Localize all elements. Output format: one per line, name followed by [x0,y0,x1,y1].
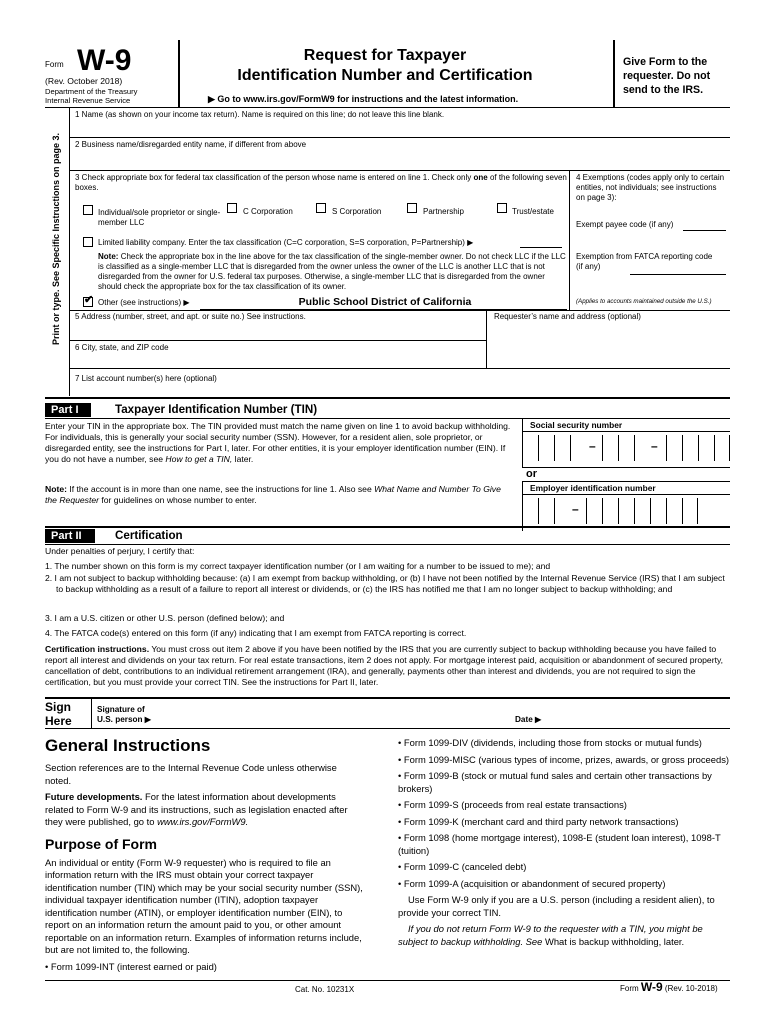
catalog-number: Cat. No. 10231X [295,985,355,994]
ssn-label: Social security number [530,420,623,430]
side-label: Print or type. See Specific Instructions on page 3. [51,132,61,345]
checkbox-partnership[interactable] [407,203,417,213]
title-line-2: Identification Number and Certification [237,67,533,84]
other-check-mark: ✔ [84,294,94,306]
fatca-input[interactable] [630,265,726,275]
fatca-label: Exemption from FATCA reporting code (if any) [576,252,713,271]
ssn-dash-1: – [589,439,596,453]
use-form-text: Use Form W-9 only if you are a U.S. person (including a resident alien), to provide your correct TIN. [398,894,715,918]
irs: Internal Revenue Service [45,96,131,105]
line7-input[interactable] [72,384,727,396]
bullet-1099-b: • Form 1099-B (stock or mutual fund sales and certain other transactions by brokers) [398,770,712,794]
give-form-note: Give Form to the requester. Do not send to the IRS. [623,56,711,96]
part2-tag: Part II [45,529,95,543]
label-partnership: Partnership [423,207,464,216]
backup-withholding-text: If you do not return Form W-9 to the requester with a TIN, you might be subject to backup withholding. See What is backup withholding, later. [398,923,703,947]
instructions-left [45,736,365,977]
line3-label: 3 Check appropriate box for federal tax classification of the person whose name is entered on line 1. Check only one of the following seven boxes. [75,173,567,192]
ssn-input[interactable] [522,432,730,466]
bullet-1098: • Form 1098 (home mortgage interest), 1098-E (student loan interest), 1098-T (tuition) [398,832,721,856]
requester-label: Requester’s name and address (optional) [494,312,641,321]
bullet-1099-div: • Form 1099-DIV (dividends, including those from stocks or mutual funds) [398,737,702,748]
ssn-dash-2: – [651,439,658,453]
cert-instructions: Certification instructions. You must cross out item 2 above if you have been notified by the IRS that you are currently subject to backup withholding because you have failed to report all interest and dividends on your tax return. For real estate transactions, item 2 does not apply. For mortgage interest paid, acquisition or abandonment of secured property, cancellation of debt, contributions to an individual retirement arrangement (IRA), and generally, payments other than interest and dividends, you are not required to sign the certification, but you must provide your correct TIN. See the instructions for Part II, later. [45,644,723,687]
form-word: Form [45,60,64,69]
part1-text: Enter your TIN in the appropriate box. The TIN provided must match the name given on line 1 to avoid backup withholding. For individuals, this is generally your social security number (SSN). However, for a resident alien, sole proprietor, or disregarded entity, see the instructions for Part I, later. For other entities, it is your employer identification number (EIN). If you do not have a number, see How to get a TIN, later. [45,421,511,464]
part2-title: Certification [115,529,183,542]
line1-input[interactable] [72,120,727,136]
revision-date: (Rev. October 2018) [45,76,123,86]
ein-input[interactable] [522,495,730,529]
cert-item-2: 2. I am not subject to backup withholding because: (a) I am exempt from backup withholding, or (b) I have not been notified by the Internal Revenue Service (IRS) that I am subject to backup withholding as a result of a failure to report all interest or dividends, or (c) the IRS has notified me that I am no longer subject to backup withholding; and [45,573,725,594]
general-instructions-title: General Instructions [45,736,211,755]
line2-label: 2 Business name/disregarded entity name, if different from above [75,140,307,149]
label-individual: Individual/sole proprietor or single-member LLC [98,208,221,227]
date-input[interactable] [550,712,728,726]
line5-label: 5 Address (number, street, and apt. or suite no.) See instructions. [75,312,306,321]
future-developments: Future developments. For the latest information about developments related to Form W-9 and its instructions, such as legislation enacted after they were published, go to www.irs.gov/FormW9. [45,791,348,827]
or-label: or [526,468,537,480]
llc-note: Note: Check the appropriate box in the line above for the tax classification of the single-member owner. Do not check LLC if the LLC is classified as a single-member LLC that is disregarded from the owner unless the owner of the LLC is another LLC that is not disregarded from the owner for U.S. federal tax purposes. Otherwise, a single-member LLC that is disregarded from the owner should check the appropriate box for the tax classification of its owner. [98,252,566,291]
line5-input[interactable] [72,322,482,338]
checkbox-individual[interactable] [83,205,93,215]
instructions-right [398,737,730,952]
bullet-1099-s: • Form 1099-S (proceeds from real estate transactions) [398,799,627,810]
bullet-1099-int: • Form 1099-INT (interest earned or paid) [45,960,217,972]
sign-here: Sign Here [45,700,72,728]
checkbox-c-corporation[interactable] [227,203,237,213]
bullet-1099-misc: • Form 1099-MISC (various types of income, prizes, awards, or gross proceeds) [398,753,730,765]
llc-classification-input[interactable] [520,237,562,248]
cert-item-4: 4. The FATCA code(s) entered on this form (if any) indicating that I am exempt from FATCA reporting is correct. [45,628,467,638]
department: Department of the Treasury [45,87,138,96]
section-references: Section references are to the Internal Revenue Code unless otherwise noted. [45,762,337,786]
ein-dash: – [572,502,579,516]
form-title [190,46,580,86]
date-label: Date ▶ [515,715,542,724]
line6-input[interactable] [72,353,482,367]
checkbox-s-corporation[interactable] [316,203,326,213]
purpose-title: Purpose of Form [45,835,158,852]
part1-tag: Part I [45,403,91,417]
label-trust-estate: Trust/estate [512,207,554,216]
label-c-corporation: C Corporation [243,207,293,216]
requester-input[interactable] [490,322,728,367]
cert-item-3: 3. I am a U.S. citizen or other U.S. person (defined below); and [45,613,285,623]
ein-label: Employer identification number [530,483,656,493]
purpose-text: An individual or entity (Form W-9 requester) who is required to file an information return with the IRS must obtain your correct taxpayer identification number (TIN) which may be your social security number (SSN), individual taxpayer identification number (ITIN), adoption taxpayer identification number (ATIN), or employer identification number (EIN), to report on an information return the amount paid to you, or other amount reportable on an information return. Examples of information returns include, but are not limited to, the following. [45,856,363,955]
title-line-1: Request for Taxpayer [303,47,467,64]
label-llc: Limited liability company. Enter the tax classification (C=C corporation, S=S corporation, P=Partnership) ▶ [98,238,474,247]
fatca-note: (Applies to accounts maintained outside the U.S.) [576,298,712,305]
bullet-1099-a: • Form 1099-A (acquisition or abandonment of secured property) [398,877,666,889]
line6-label: 6 City, state, and ZIP code [75,343,169,352]
label-other: Other (see instructions) ▶ [98,298,190,307]
line2-input[interactable] [72,150,727,168]
part1-note: Note: If the account is in more than one name, see the instructions for line 1. Also see What Name and Number To Give the Requester for guidelines on whose number to enter. [45,484,501,505]
checkbox-trust-estate[interactable] [497,203,507,213]
bullet-1099-k: • Form 1099-K (merchant card and third party network transactions) [398,815,679,827]
form-number: W-9 [77,44,132,77]
exemptions-label: 4 Exemptions (codes apply only to certain entities, not individuals; see instructions on page 3): [576,173,725,202]
checkbox-llc[interactable] [83,237,93,247]
label-s-corporation: S Corporation [332,207,382,216]
signature-label: Signature of U.S. person ▶ [97,705,152,724]
other-value[interactable]: Public School District of California [298,296,472,308]
line7-label: 7 List account number(s) here (optional) [75,374,217,383]
bullet-1099-c: • Form 1099-C (canceled debt) [398,861,527,872]
exempt-payee-label: Exempt payee code (if any) [576,220,674,229]
part1-title: Taxpayer Identification Number (TIN) [115,403,318,416]
cert-item-1: 1. The number shown on this form is my correct taxpayer identification number (or I am waiting for a number to be issued to me); and [45,561,551,571]
goto-instructions: ▶ Go to www.irs.gov/FormW9 for instructions and the latest information. [208,94,519,104]
exempt-payee-input[interactable] [683,221,726,231]
footer-form: Form W-9 (Rev. 10-2018) [620,980,718,994]
signature-input[interactable] [165,700,505,726]
line1-label: 1 Name (as shown on your income tax return). Name is required on this line; do not leave this line blank. [75,110,445,119]
cert-intro: Under penalties of perjury, I certify that: [45,546,195,556]
